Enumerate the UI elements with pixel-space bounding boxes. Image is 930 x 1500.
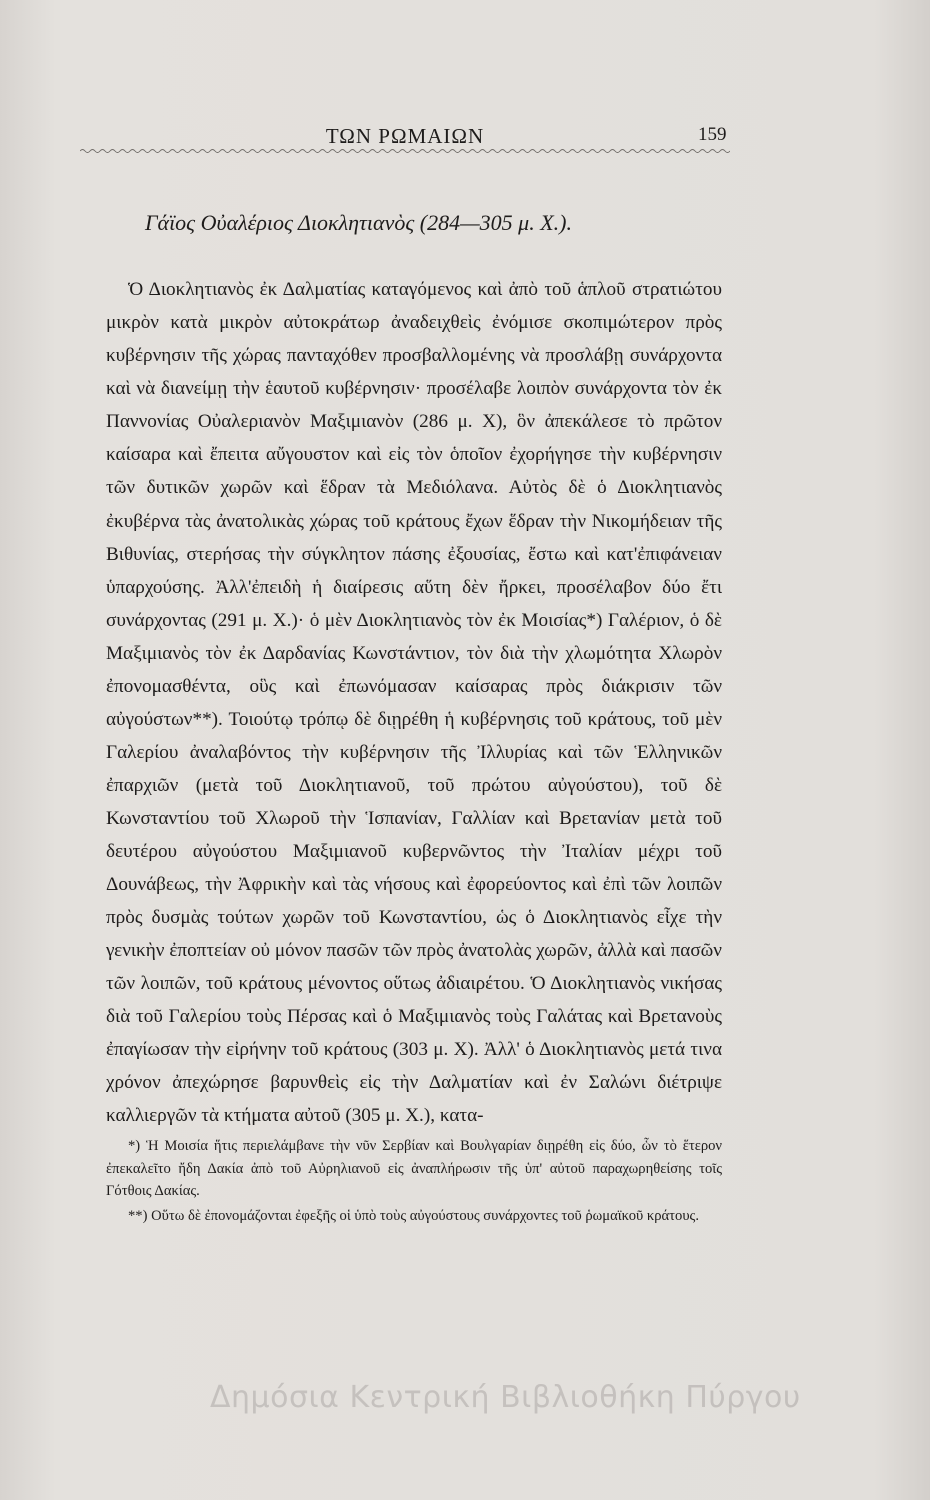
footnote-1: *) Ἡ Μοισία ἥτις περιελάμβανε τὴν νῦν Σερβίαν καὶ Βουλγαρίαν διῃρέθη εἰς δύο, ὧν τὸ ἕτερον ἐπεκαλεῖτο ἤδη Δακία ἀπὸ τοῦ Αὐρηλιανοῦ εἰς ἀναπλήρωσιν τῆς ὑπ' αὐτοῦ παραχωρηθείσης τοῖς Γότθοις Δακίας. <box>106 1138 722 1199</box>
chapter-title: Γάϊος Οὐαλέριος Διοκλητιανὸς (284—305 μ. Χ.). <box>145 210 572 235</box>
footnote-2: **) Οὕτω δὲ ἐπονομάζονται ἐφεξῆς οἱ ὑπὸ τοὺς αὐγούστους συνάρχοντες τοῦ ῥωμαϊκοῦ κράτους. <box>128 1207 699 1224</box>
library-watermark: Δημόσια Κεντρική Βιβλιοθήκη Πύργου <box>210 1380 801 1415</box>
page-number: 159 <box>698 124 727 145</box>
body-paragraph: Ὁ Διοκλητιανὸς ἐκ Δαλματίας καταγόμενος καὶ ἀπὸ τοῦ ἁπλοῦ στρατιώτου μικρὸν κατὰ μικρὸν αὐτοκράτωρ ἀναδειχθεὶς ἐνόμισε σκοπιμώτερον πρὸς κυβέρνησιν τῆς χώρας πανταχόθεν προσβαλλομένης νὰ προσλάβῃ συνάρχοντα καὶ νὰ διανείμῃ τὴν ἑαυτοῦ κυβέρνησιν· προσέλαβε λοιπὸν συνάρχοντα τὸν ἐκ Παννονίας Οὐαλεριανὸν Μαξιμιανὸν (286 μ. Χ), ὃν ἀπεκάλεσε τὸ πρῶτον καίσαρα καὶ ἔπειτα αὔγουστον καὶ εἰς τὸν ὁποῖον ἐχορήγησε τὴν κυβέρνησιν τῶν δυτικῶν χωρῶν καὶ ἕδραν τὰ Μεδιόλανα. Αὐτὸς δὲ ὁ Διοκλητιανὸς ἐκυβέρνα τὰς ἀνατολικὰς χώρας τοῦ κράτους ἔχων ἕδραν τὴν Νικομήδειαν τῆς Βιθυνίας, στερήσας τὴν σύγκλητον πάσης ἐξουσίας, ἔστω καὶ κατ'ἐπιφάνειαν ὑπαρχούσης. Ἀλλ'ἐπειδὴ ἡ διαίρεσις αὕτη δὲν ἤρκει, προσέλαβον δύο ἔτι συνάρχοντας (291 μ. Χ.)· ὁ μὲν Διοκλητιανὸς τὸν ἐκ Μοισίας*) Γαλέριον, ὁ δὲ Μαξιμιανὸς τὸν ἐκ Δαρδανίας Κωνστάντιον, τὸν διὰ τὴν χλωμότητα Χλωρὸν ἐπονομασθέντα, οὓς καὶ ἐπωνόμασαν καίσαρας πρὸς διάκρισιν τῶν αὐγούστων**). Τοιούτῳ τρόπῳ δὲ διῃρέθη ἡ κυβέρνησις τοῦ κράτους, τοῦ μὲν Γαλερίου ἀναλαβόντος τὴν κυβέρνησιν τῆς Ἰλλυρίας καὶ τῶν Ἑλληνικῶν ἐπαρχιῶν (μετὰ τοῦ Διοκλητιανοῦ, τοῦ πρώτου αὐγούστου), τοῦ δὲ Κωνσταντίου τοῦ Χλωροῦ τὴν Ἱσπανίαν, Γαλλίαν καὶ Βρετανίαν μετὰ τοῦ δευτέρου αὐγούστου Μαξιμιανοῦ κυβερνῶντος τὴν Ἰταλίαν μέχρι τοῦ Δουνάβεως, τὴν Ἀφρικὴν καὶ τὰς νήσους καὶ ἐφορεύοντος καὶ ἐπὶ τῶν λοιπῶν πρὸς δυσμὰς τούτων χωρῶν τοῦ Κωνσταντίου, ὡς ὁ Διοκλητιανὸς εἶχε τὴν γενικὴν ἐποπτείαν οὐ μόνον πασῶν τῶν πρὸς ἀνατολὰς χωρῶν, ἀλλὰ καὶ πασῶν τῶν λοιπῶν, τοῦ κράτους μένοντος οὕτως ἀδιαιρέτου. Ὁ Διοκλητιανὸς νικήσας διὰ τοῦ Γαλερίου τοὺς Πέρσας καὶ ὁ Μαξιμιανὸς τοὺς Γαλάτας καὶ Βρετανοὺς ἐπαγίωσαν τὴν εἰρήνην τοῦ κράτους (303 μ. Χ). Ἀλλ' ὁ Διοκλητιανὸς μετά τινα χρόνον ἀπεχώρησε βαρυνθεὶς εἰς τὴν Δαλματίαν καὶ ἐν Σαλώνι διέτριψε καλλιεργῶν τὰ κτήματα αὐτοῦ (305 μ. Χ.), κατα- <box>106 279 722 1127</box>
running-title: ΤΩΝ ΡΩΜΑΙΩΝ <box>325 124 485 148</box>
running-header <box>80 124 730 154</box>
footnotes <box>106 1135 722 1229</box>
wavy-rule <box>80 148 730 154</box>
